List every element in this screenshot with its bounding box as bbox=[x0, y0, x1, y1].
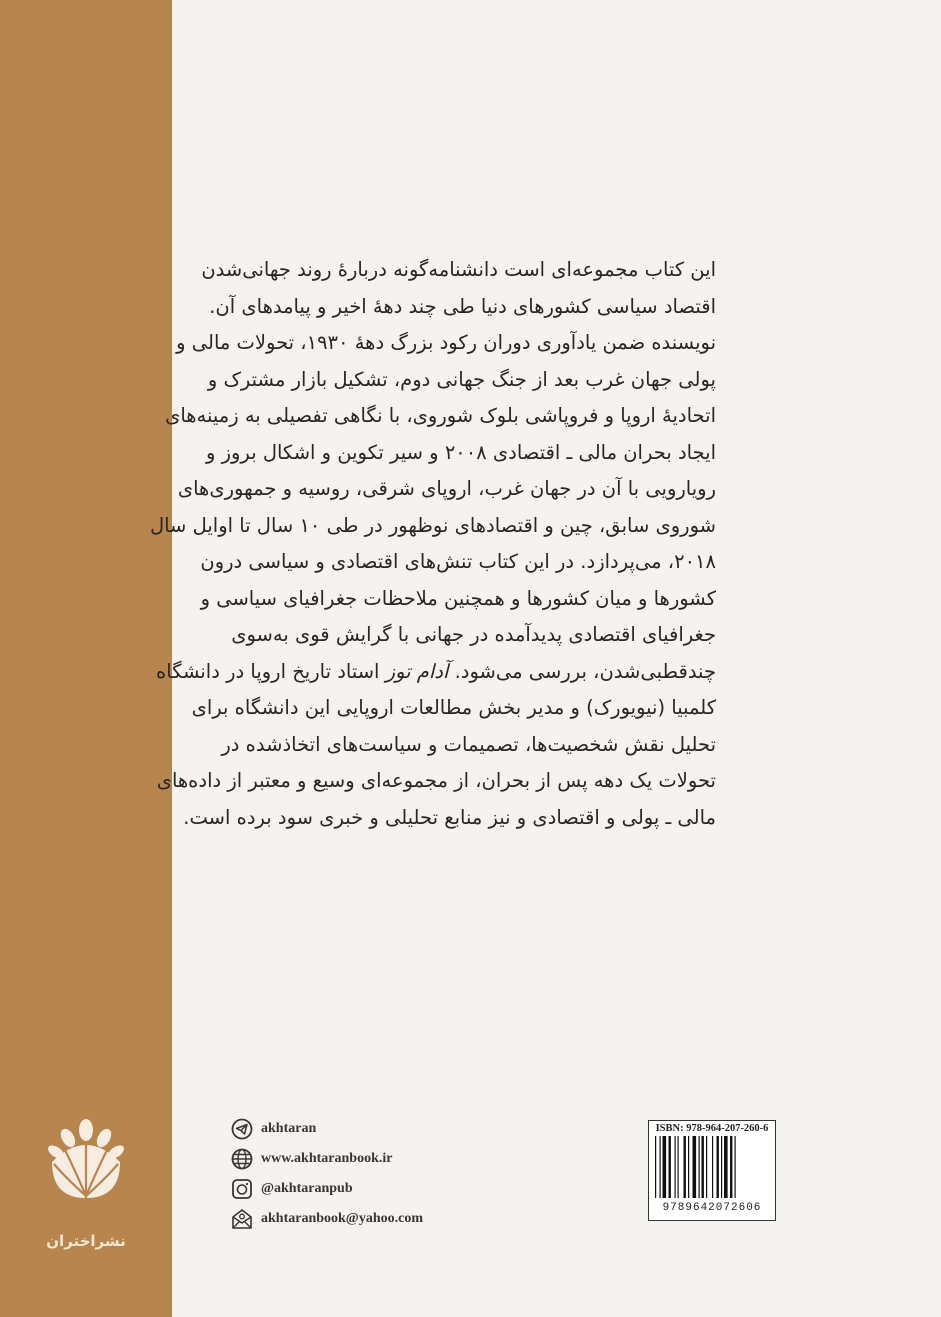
description-line: تحولات یک دهه پس از بحران، از مجموعه‌ای وسیع و معتبر از داده‌های bbox=[156, 769, 716, 792]
description-line: این کتاب مجموعه‌ای است دانشنامه‌گونه دربارهٔ روند جهانی‌شدن bbox=[201, 258, 716, 281]
description-line: شوروی سابق، چین و اقتصادهای نوظهور در طی ۱۰ سال تا اوایل سال bbox=[149, 513, 716, 537]
barcode-bar bbox=[735, 1136, 736, 1198]
globe-icon bbox=[231, 1148, 253, 1170]
description-line: جغرافیای اقتصادی پدیدآمده در جهانی با گرایش قوی به‌سوی bbox=[231, 623, 716, 646]
barcode-bar bbox=[730, 1136, 732, 1198]
description-line: کلمبیا (نیویورک) و مدیر بخش مطالعات اروپایی این دانشگاه برای bbox=[191, 696, 716, 719]
contact-telegram[interactable] bbox=[231, 1114, 423, 1144]
description-line: کشورها و میان کشورها و همچنین ملاحظات جغرافیای سیاسی و bbox=[200, 586, 716, 610]
barcode-bar bbox=[655, 1136, 656, 1198]
description-line: نویسنده ضمن یادآوری دوران رکود بزرگ دههٔ ۱۹۳۰، تحولات مالی و bbox=[176, 331, 716, 354]
barcode-bar bbox=[702, 1136, 704, 1198]
description-line: تحلیل نقش شخصیت‌ها، تصمیمات و سیاست‌های اتخاذشده در bbox=[221, 732, 716, 756]
isbn-barcode bbox=[648, 1120, 776, 1221]
description-line: ایجاد بحران مالی ـ اقتصادی ۲۰۰۸ و سیر تکوین و اشکال بروز و bbox=[205, 440, 716, 464]
barcode-bar bbox=[678, 1136, 679, 1198]
barcode-bar bbox=[721, 1136, 722, 1198]
description-text: چندقطبی‌شدن، بررسی می‌شود. bbox=[448, 659, 716, 683]
barcode-icon bbox=[655, 1136, 768, 1198]
description-line: پولی جهان غرب بعد از جنگ جهانی دوم، تشکیل بازار مشترک و bbox=[207, 367, 716, 391]
barcode-bar bbox=[660, 1136, 661, 1198]
description-line: اقتصاد سیاسی کشورهای دنیا طی چند دههٔ اخیر و پیامدهای آن. bbox=[209, 294, 716, 318]
contact-list bbox=[231, 1114, 423, 1234]
barcode-bar bbox=[675, 1136, 676, 1198]
publisher-name: نشراختران bbox=[46, 1232, 126, 1250]
contact-email[interactable] bbox=[231, 1204, 423, 1234]
barcode-bar bbox=[717, 1136, 719, 1198]
barcode-digits: 9789642072606 bbox=[662, 1202, 762, 1214]
author-name: آدام توز bbox=[385, 659, 449, 683]
isbn-label: ISBN: 978-964-207-260-6 bbox=[655, 1123, 769, 1134]
barcode-bar bbox=[699, 1136, 700, 1198]
contact-website[interactable] bbox=[231, 1144, 423, 1174]
email-address[interactable]: akhtaranbook@yahoo.com bbox=[261, 1211, 423, 1226]
book-description bbox=[149, 252, 716, 836]
description-text: استاد تاریخ اروپا در دانشگاه bbox=[156, 659, 386, 683]
barcode-bar bbox=[706, 1136, 707, 1198]
email-icon bbox=[231, 1208, 253, 1230]
contact-instagram[interactable] bbox=[231, 1174, 423, 1204]
barcode-bar bbox=[663, 1136, 667, 1198]
barcode-bar bbox=[669, 1136, 671, 1198]
cover-spine-band bbox=[0, 0, 172, 1317]
description-line: رویارویی با آن در جهان غرب، اروپای شرقی، روسیه و جمهوری‌های bbox=[177, 477, 716, 500]
barcode-bar bbox=[724, 1136, 728, 1198]
instagram-icon bbox=[231, 1178, 253, 1200]
description-line bbox=[156, 654, 716, 691]
description-line: مالی ـ پولی و اقتصادی و نیز منابع تحلیلی و خبری سود برده است. bbox=[183, 805, 716, 829]
barcode-bar bbox=[693, 1136, 697, 1198]
telegram-icon bbox=[231, 1118, 253, 1140]
description-line: ۲۰۱۸، می‌پردازد. در این کتاب تنش‌های اقتصادی و سیاسی درون bbox=[200, 550, 716, 573]
publisher-logo-icon bbox=[48, 1118, 124, 1200]
instagram-handle[interactable]: @akhtaranpub bbox=[261, 1181, 353, 1196]
barcode-bar bbox=[684, 1136, 686, 1198]
barcode-bar bbox=[688, 1136, 689, 1198]
telegram-handle[interactable]: akhtaran bbox=[261, 1121, 317, 1136]
description-line: اتحادیهٔ اروپا و فروپاشی بلوک شوروی، با نگاهی تفصیلی به زمینه‌های bbox=[165, 404, 716, 427]
website-link[interactable]: www.akhtaranbook.ir bbox=[261, 1151, 393, 1166]
barcode-bar bbox=[712, 1136, 713, 1198]
